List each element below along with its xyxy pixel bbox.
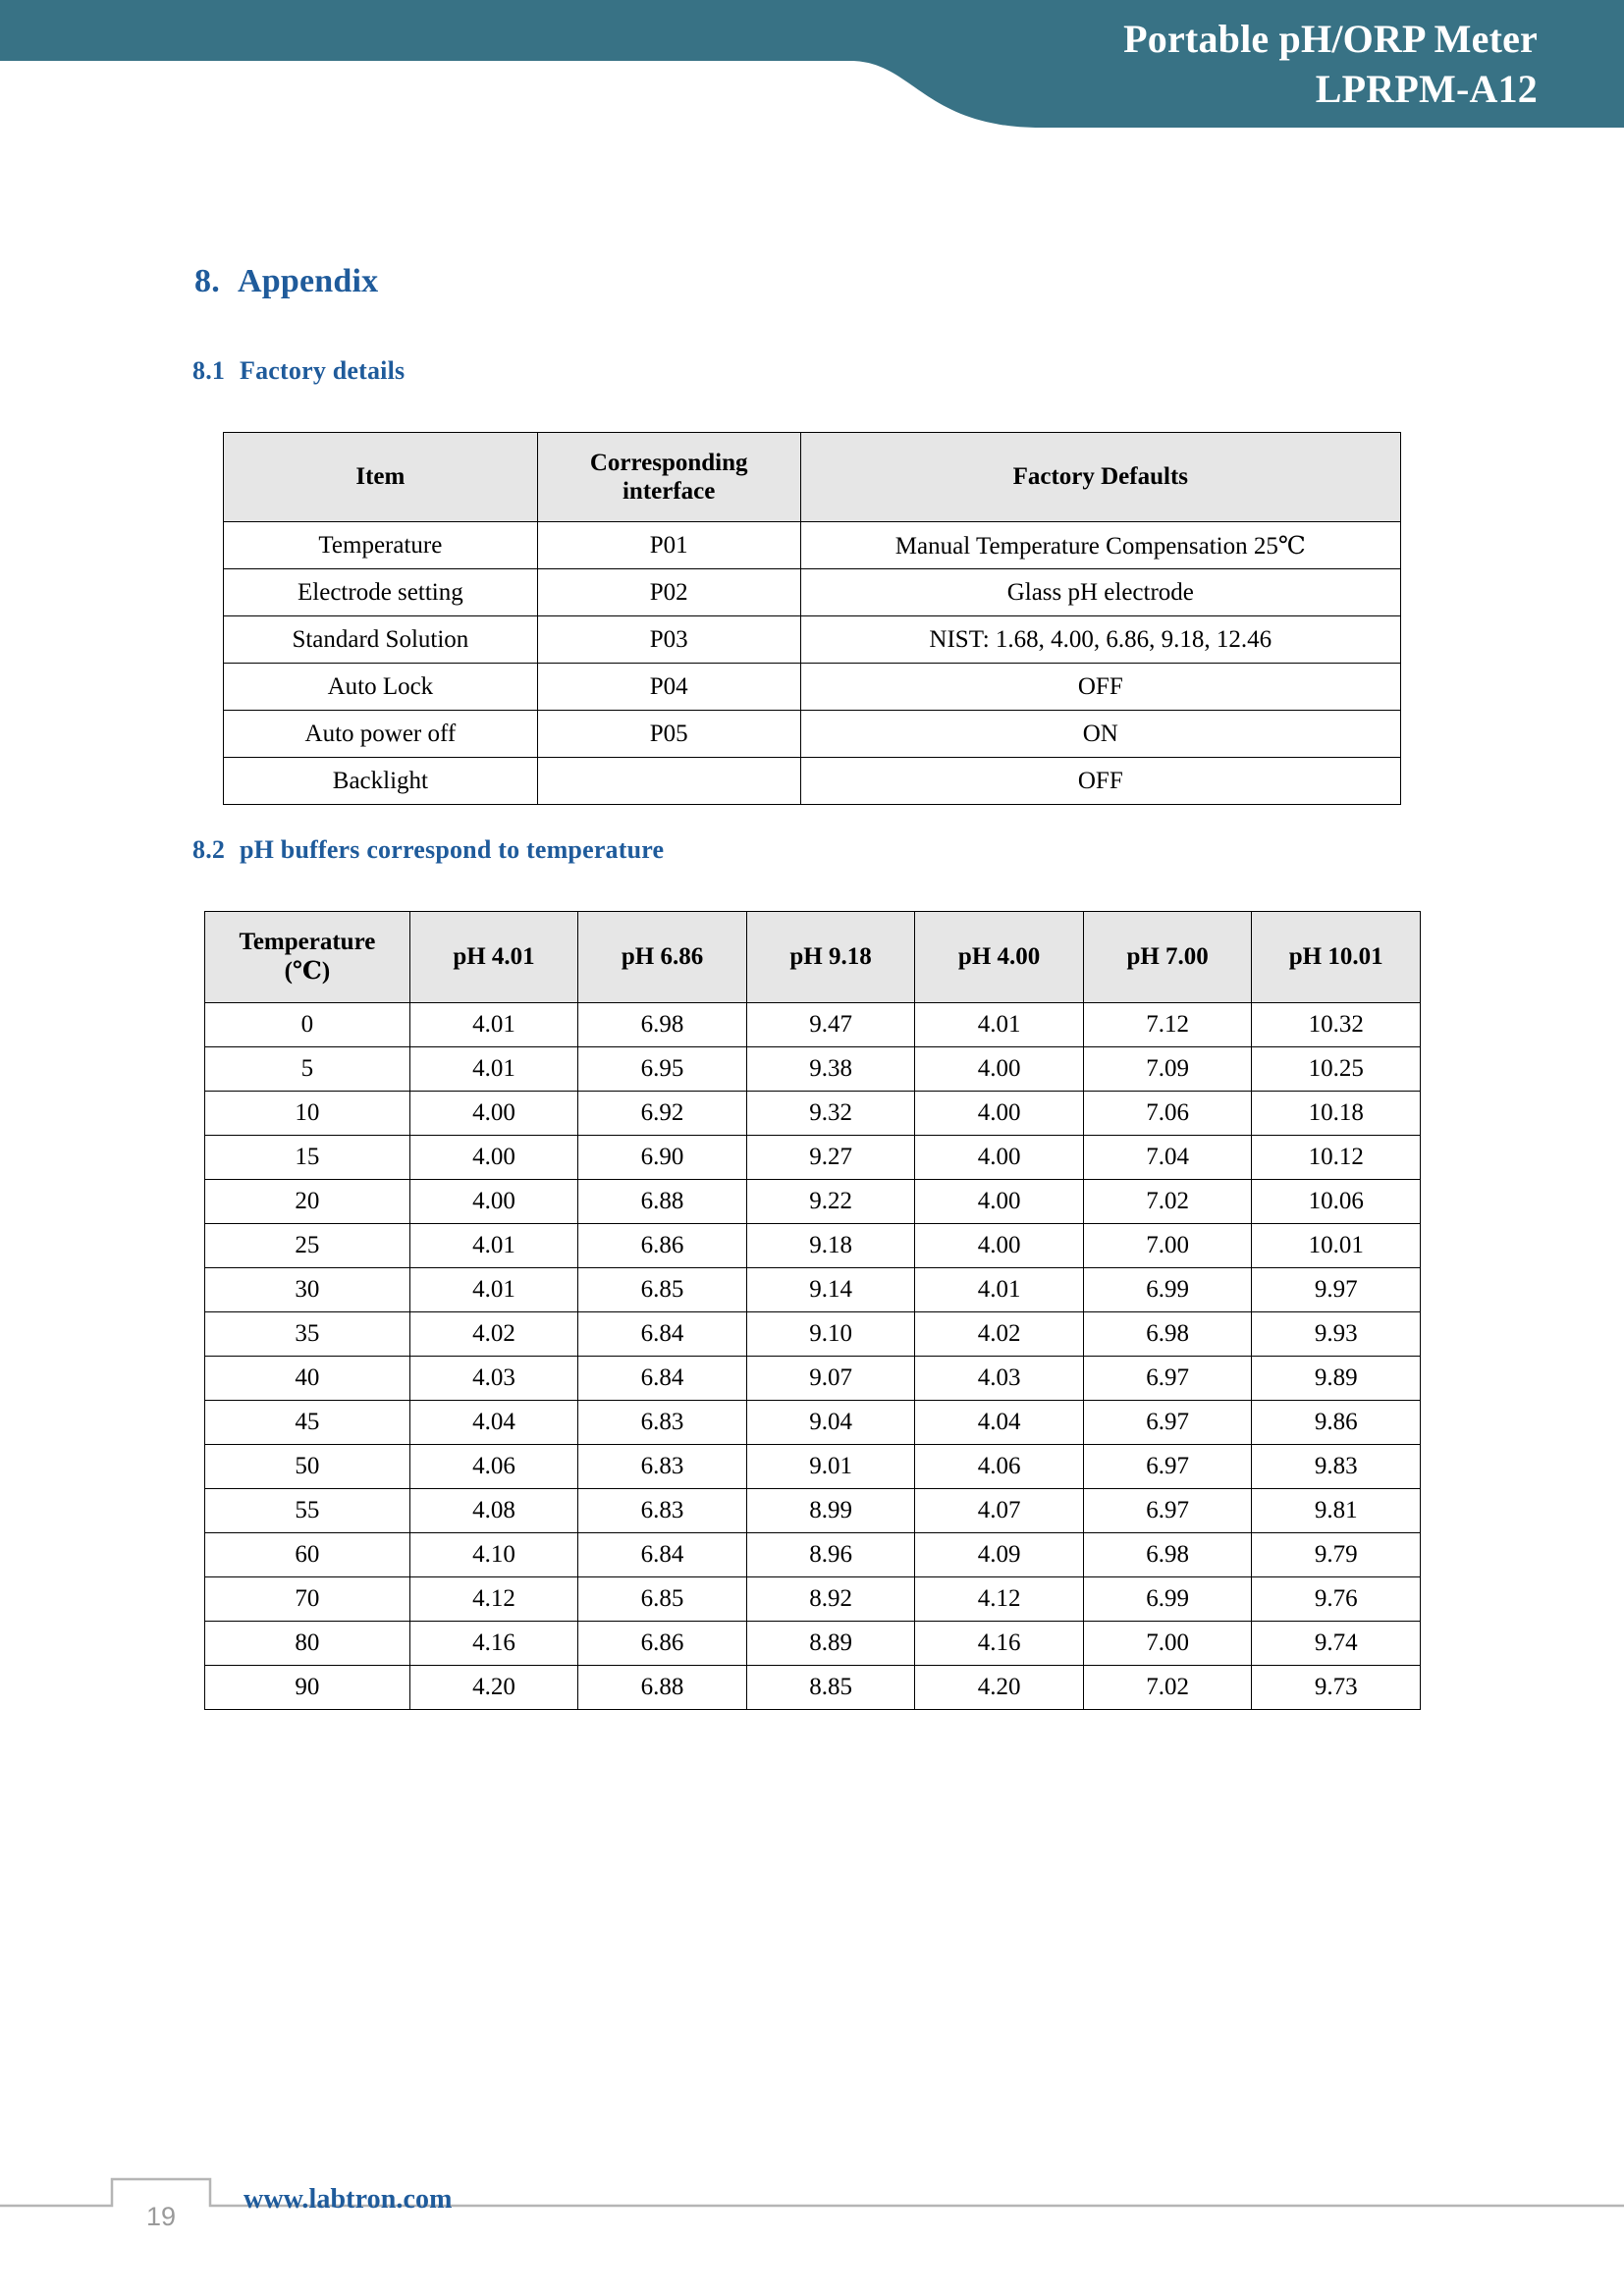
cell-ph-4-00: 4.01	[915, 1268, 1084, 1312]
cell-default: Glass pH electrode	[800, 569, 1400, 616]
cell-temperature: 70	[205, 1577, 410, 1622]
cell-ph-6-86: 6.95	[578, 1047, 747, 1092]
table-row	[205, 1003, 1421, 1047]
cell-ph-4-01: 4.08	[409, 1489, 578, 1533]
cell-default: NIST: 1.68, 4.00, 6.86, 9.18, 12.46	[800, 616, 1400, 664]
page-number: 19	[145, 2202, 177, 2231]
section-number: 8.	[194, 263, 220, 299]
cell-ph-4-01: 4.04	[409, 1401, 578, 1445]
cell-temperature: 10	[205, 1092, 410, 1136]
column-header-ph-10-01: pH 10.01	[1252, 912, 1421, 1003]
cell-ph-6-86: 6.86	[578, 1224, 747, 1268]
cell-default: ON	[800, 711, 1400, 758]
cell-ph-6-86: 6.83	[578, 1489, 747, 1533]
cell-ph-6-86: 6.84	[578, 1533, 747, 1577]
cell-ph-9-18: 9.32	[746, 1092, 915, 1136]
table-row	[205, 1533, 1421, 1577]
cell-ph-9-18: 9.27	[746, 1136, 915, 1180]
column-header-ph-4-00: pH 4.00	[915, 912, 1084, 1003]
table-row	[224, 616, 1401, 664]
cell-temperature: 35	[205, 1312, 410, 1357]
cell-ph-7-00: 7.04	[1083, 1136, 1252, 1180]
table-row	[224, 522, 1401, 569]
column-header-ph-4-01: pH 4.01	[409, 912, 578, 1003]
cell-temperature: 40	[205, 1357, 410, 1401]
cell-ph-4-01: 4.01	[409, 1003, 578, 1047]
subsection-heading-ph-buffers	[192, 835, 664, 865]
column-header-corresponding-interface	[537, 433, 800, 522]
cell-ph-4-00: 4.20	[915, 1666, 1084, 1710]
cell-ph-7-00: 6.97	[1083, 1357, 1252, 1401]
cell-temperature: 80	[205, 1622, 410, 1666]
header-line-2: interface	[622, 478, 716, 505]
table-row	[205, 1180, 1421, 1224]
table-header-row	[224, 433, 1401, 522]
cell-ph-7-00: 7.00	[1083, 1622, 1252, 1666]
cell-ph-10-01: 9.74	[1252, 1622, 1421, 1666]
cell-ph-4-01: 4.01	[409, 1224, 578, 1268]
cell-ph-6-86: 6.83	[578, 1401, 747, 1445]
column-header-temperature	[205, 912, 410, 1003]
cell-ph-7-00: 6.99	[1083, 1268, 1252, 1312]
cell-ph-10-01: 9.81	[1252, 1489, 1421, 1533]
cell-ph-4-00: 4.02	[915, 1312, 1084, 1357]
cell-ph-9-18: 9.38	[746, 1047, 915, 1092]
subsection-number-8-1: 8.1	[192, 356, 226, 385]
cell-ph-4-00: 4.04	[915, 1401, 1084, 1445]
cell-ph-4-01: 4.06	[409, 1445, 578, 1489]
cell-ph-6-86: 6.84	[578, 1312, 747, 1357]
header-model-number: LPRPM-A12	[1315, 67, 1538, 112]
cell-ph-6-86: 6.84	[578, 1357, 747, 1401]
cell-temperature: 60	[205, 1533, 410, 1577]
cell-default: OFF	[800, 664, 1400, 711]
cell-ph-10-01: 10.06	[1252, 1180, 1421, 1224]
cell-ph-10-01: 9.86	[1252, 1401, 1421, 1445]
cell-ph-7-00: 6.97	[1083, 1489, 1252, 1533]
cell-ph-9-18: 8.99	[746, 1489, 915, 1533]
header-line-1: Temperature	[239, 929, 376, 955]
table-row	[205, 1445, 1421, 1489]
cell-ph-4-00: 4.00	[915, 1224, 1084, 1268]
cell-ph-9-18: 9.07	[746, 1357, 915, 1401]
cell-ph-4-00: 4.00	[915, 1047, 1084, 1092]
cell-ph-9-18: 8.96	[746, 1533, 915, 1577]
cell-ph-4-01: 4.01	[409, 1268, 578, 1312]
cell-ph-4-00: 4.07	[915, 1489, 1084, 1533]
cell-ph-7-00: 6.99	[1083, 1577, 1252, 1622]
cell-ph-6-86: 6.86	[578, 1622, 747, 1666]
cell-ph-7-00: 7.09	[1083, 1047, 1252, 1092]
cell-ph-4-00: 4.06	[915, 1445, 1084, 1489]
cell-ph-6-86: 6.88	[578, 1666, 747, 1710]
cell-item: Temperature	[224, 522, 538, 569]
cell-ph-4-01: 4.00	[409, 1136, 578, 1180]
cell-ph-7-00: 7.12	[1083, 1003, 1252, 1047]
header-title-block	[811, 14, 1538, 114]
cell-interface	[537, 758, 800, 805]
cell-ph-9-18: 8.89	[746, 1622, 915, 1666]
cell-ph-6-86: 6.88	[578, 1180, 747, 1224]
table-row	[224, 664, 1401, 711]
cell-ph-6-86: 6.90	[578, 1136, 747, 1180]
column-header-item: Item	[224, 433, 538, 522]
cell-temperature: 90	[205, 1666, 410, 1710]
cell-temperature: 30	[205, 1268, 410, 1312]
cell-interface: P04	[537, 664, 800, 711]
cell-ph-4-00: 4.00	[915, 1136, 1084, 1180]
cell-ph-4-00: 4.00	[915, 1180, 1084, 1224]
table-row	[205, 1401, 1421, 1445]
section-title: Appendix	[238, 263, 379, 299]
cell-interface: P01	[537, 522, 800, 569]
column-header-ph-6-86: pH 6.86	[578, 912, 747, 1003]
subsection-heading-factory-details	[192, 356, 405, 386]
cell-interface: P02	[537, 569, 800, 616]
subsection-number-8-2: 8.2	[192, 835, 226, 864]
cell-ph-7-00: 7.00	[1083, 1224, 1252, 1268]
table-row	[205, 1047, 1421, 1092]
table-row	[205, 1666, 1421, 1710]
cell-default: Manual Temperature Compensation 25℃	[800, 522, 1400, 569]
cell-ph-4-00: 4.12	[915, 1577, 1084, 1622]
cell-ph-4-00: 4.09	[915, 1533, 1084, 1577]
cell-ph-9-18: 9.18	[746, 1224, 915, 1268]
cell-ph-9-18: 8.85	[746, 1666, 915, 1710]
cell-interface: P03	[537, 616, 800, 664]
cell-ph-10-01: 9.89	[1252, 1357, 1421, 1401]
cell-temperature: 15	[205, 1136, 410, 1180]
table-row	[224, 569, 1401, 616]
cell-ph-4-01: 4.01	[409, 1047, 578, 1092]
cell-temperature: 5	[205, 1047, 410, 1092]
cell-temperature: 0	[205, 1003, 410, 1047]
cell-ph-7-00: 6.98	[1083, 1312, 1252, 1357]
cell-ph-4-01: 4.16	[409, 1622, 578, 1666]
table-header-row	[205, 912, 1421, 1003]
table-row	[205, 1577, 1421, 1622]
cell-ph-6-86: 6.92	[578, 1092, 747, 1136]
cell-item: Standard Solution	[224, 616, 538, 664]
table-row	[205, 1092, 1421, 1136]
cell-ph-7-00: 6.97	[1083, 1445, 1252, 1489]
table-row	[224, 711, 1401, 758]
header-line-2: (℃)	[284, 958, 331, 985]
cell-ph-10-01: 9.79	[1252, 1533, 1421, 1577]
cell-temperature: 25	[205, 1224, 410, 1268]
cell-ph-10-01: 10.25	[1252, 1047, 1421, 1092]
cell-ph-9-18: 9.10	[746, 1312, 915, 1357]
cell-ph-4-00: 4.16	[915, 1622, 1084, 1666]
cell-ph-7-00: 6.97	[1083, 1401, 1252, 1445]
cell-ph-10-01: 10.32	[1252, 1003, 1421, 1047]
cell-ph-10-01: 10.01	[1252, 1224, 1421, 1268]
cell-ph-10-01: 9.93	[1252, 1312, 1421, 1357]
cell-ph-4-01: 4.00	[409, 1180, 578, 1224]
table-row	[205, 1268, 1421, 1312]
cell-ph-10-01: 9.73	[1252, 1666, 1421, 1710]
cell-item: Auto Lock	[224, 664, 538, 711]
cell-ph-9-18: 9.01	[746, 1445, 915, 1489]
subsection-title-8-2: pH buffers correspond to temperature	[240, 835, 665, 864]
table-row	[205, 1357, 1421, 1401]
header-line-1: Corresponding	[589, 449, 748, 476]
page-header	[0, 0, 1624, 196]
ph-buffers-table	[204, 911, 1421, 1710]
cell-ph-4-00: 4.00	[915, 1092, 1084, 1136]
cell-ph-9-18: 9.14	[746, 1268, 915, 1312]
cell-ph-6-86: 6.98	[578, 1003, 747, 1047]
cell-ph-4-01: 4.10	[409, 1533, 578, 1577]
cell-interface: P05	[537, 711, 800, 758]
cell-ph-10-01: 10.18	[1252, 1092, 1421, 1136]
subsection-title-8-1: Factory details	[240, 356, 406, 385]
cell-ph-4-01: 4.03	[409, 1357, 578, 1401]
cell-ph-9-18: 9.04	[746, 1401, 915, 1445]
cell-ph-4-01: 4.02	[409, 1312, 578, 1357]
table-row	[205, 1489, 1421, 1533]
header-product-title: Portable pH/ORP Meter	[1123, 17, 1538, 61]
cell-temperature: 20	[205, 1180, 410, 1224]
column-header-ph-7-00: pH 7.00	[1083, 912, 1252, 1003]
section-heading-appendix	[194, 263, 378, 300]
cell-temperature: 55	[205, 1489, 410, 1533]
cell-ph-10-01: 9.76	[1252, 1577, 1421, 1622]
cell-ph-7-00: 6.98	[1083, 1533, 1252, 1577]
cell-ph-7-00: 7.06	[1083, 1092, 1252, 1136]
column-header-ph-9-18: pH 9.18	[746, 912, 915, 1003]
table-row	[205, 1622, 1421, 1666]
table-row	[224, 758, 1401, 805]
cell-ph-10-01: 9.83	[1252, 1445, 1421, 1489]
cell-temperature: 50	[205, 1445, 410, 1489]
cell-ph-6-86: 6.85	[578, 1577, 747, 1622]
cell-ph-10-01: 9.97	[1252, 1268, 1421, 1312]
cell-ph-7-00: 7.02	[1083, 1180, 1252, 1224]
table-row	[205, 1312, 1421, 1357]
table-row	[205, 1224, 1421, 1268]
cell-item: Backlight	[224, 758, 538, 805]
cell-ph-9-18: 8.92	[746, 1577, 915, 1622]
factory-details-table	[223, 432, 1401, 805]
cell-ph-7-00: 7.02	[1083, 1666, 1252, 1710]
column-header-factory-defaults: Factory Defaults	[800, 433, 1400, 522]
cell-ph-9-18: 9.47	[746, 1003, 915, 1047]
cell-item: Electrode setting	[224, 569, 538, 616]
cell-ph-4-01: 4.12	[409, 1577, 578, 1622]
cell-ph-4-01: 4.20	[409, 1666, 578, 1710]
cell-ph-9-18: 9.22	[746, 1180, 915, 1224]
table-row	[205, 1136, 1421, 1180]
cell-ph-4-00: 4.01	[915, 1003, 1084, 1047]
cell-ph-10-01: 10.12	[1252, 1136, 1421, 1180]
cell-ph-4-00: 4.03	[915, 1357, 1084, 1401]
footer-website-link[interactable]: www.labtron.com	[244, 2184, 453, 2215]
cell-temperature: 45	[205, 1401, 410, 1445]
cell-ph-4-01: 4.00	[409, 1092, 578, 1136]
cell-item: Auto power off	[224, 711, 538, 758]
cell-default: OFF	[800, 758, 1400, 805]
cell-ph-6-86: 6.83	[578, 1445, 747, 1489]
cell-ph-6-86: 6.85	[578, 1268, 747, 1312]
